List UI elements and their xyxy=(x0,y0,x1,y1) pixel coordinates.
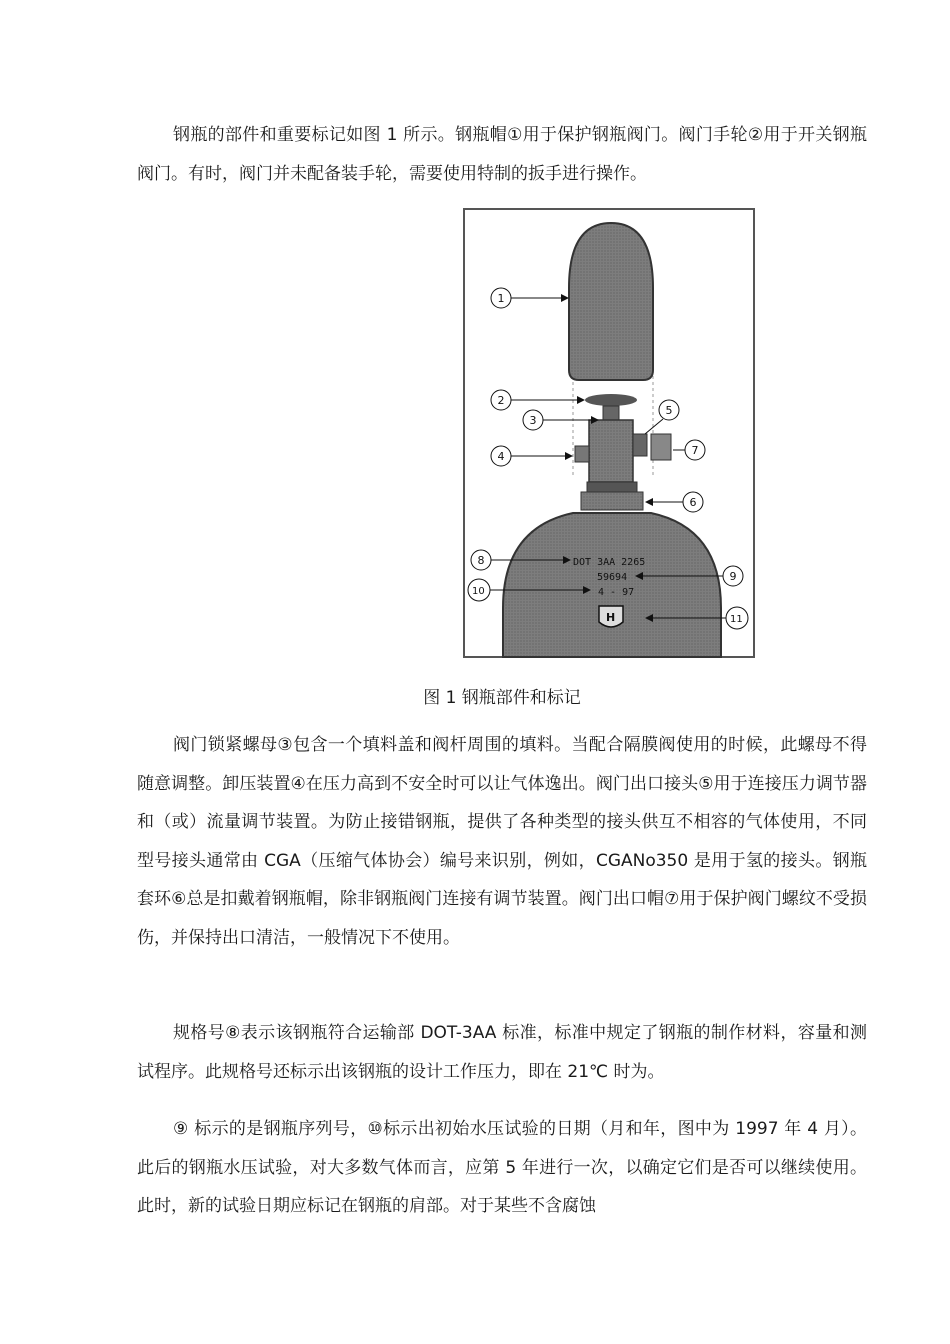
callout-7: 7 xyxy=(691,444,699,457)
callout-5: 5 xyxy=(665,404,673,417)
relief-device xyxy=(575,446,589,462)
cylinder-figure xyxy=(463,208,755,658)
paragraph-serial-test: ⑨ 标示的是钢瓶序列号，⑩标示出初始水压试验的日期（月和年，图中为 1997 年 4 月）。此后的钢瓶水压试验，对大多数气体而言，应第 5 年进行一次，以确定它们是否可以继续使用。此时，新的试验日期应标记在钢瓶的肩部。对于某些不含腐蚀 xyxy=(137,1119,867,1216)
spec-stamp: DOT 3AA 2265 xyxy=(573,557,646,568)
callout-6: 6 xyxy=(689,496,697,509)
outlet-cap xyxy=(651,434,671,460)
date-stamp: 4 - 97 xyxy=(598,587,635,598)
callout-3: 3 xyxy=(529,414,537,427)
cylinder-body xyxy=(503,513,721,657)
callout-11: 11 xyxy=(730,614,743,625)
neck-ring xyxy=(581,492,643,510)
callout-1: 1 xyxy=(497,292,505,305)
valve-body xyxy=(589,420,633,482)
outlet-connection xyxy=(633,434,647,456)
figure-caption: 图 1 钢瓶部件和标记 xyxy=(423,688,581,708)
callout-2: 2 xyxy=(497,394,505,407)
cylinder-diagram xyxy=(463,208,755,658)
paragraph-spec-number: 规格号⑧表示该钢瓶符合运输部 DOT-3AA 标准，标准中规定了钢瓶的制作材料，容量和测试程序。此规格号还标示出该钢瓶的设计工作压力，即在 21℃ 时为。 xyxy=(137,1023,867,1082)
serial-stamp: 59694 xyxy=(597,572,628,583)
callout-8: 8 xyxy=(477,554,485,567)
cylinder-cap xyxy=(569,223,653,380)
callout-9: 9 xyxy=(729,570,737,583)
callout-10: 10 xyxy=(472,586,485,597)
paragraph-intro: 钢瓶的部件和重要标记如图 1 所示。钢瓶帽①用于保护钢瓶阀门。阀门手轮②用于开关钢瓶阀门。有时，阀门并未配备装手轮，需要使用特制的扳手进行操作。 xyxy=(137,125,867,184)
hydrogen-symbol: H xyxy=(606,611,616,624)
callout-4: 4 xyxy=(497,450,505,463)
valve-handwheel xyxy=(585,394,637,406)
paragraph-valve-parts: 阀门锁紧螺母③包含一个填料盖和阀杆周围的填料。当配合隔膜阀使用的时候，此螺母不得随意调整。卸压装置④在压力高到不安全时可以让气体逸出。阀门出口接头⑤用于连接压力调节器和（或）流量调节装置。为防止接错钢瓶，提供了各种类型的接头供互不相容的气体使用，不同型号接头通常由 CGA（压缩气体协会）编号来识别，例如，CGANo350 是用于氢的接头。钢瓶套环⑥总是扣戴着钢瓶帽，除非钢瓶阀门连接有调节装置。阀门出口帽⑦用于保护阀门螺纹不受损伤，并保持出口清洁，一般情况下不使用。 xyxy=(137,735,867,948)
